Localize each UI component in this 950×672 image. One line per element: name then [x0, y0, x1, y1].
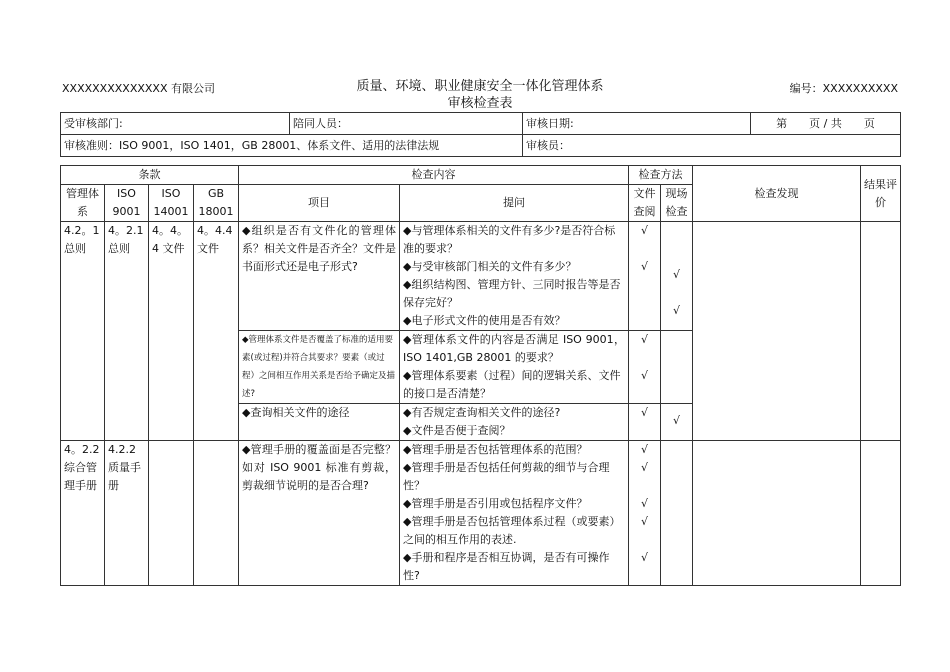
gb18001-header: GB 18001: [194, 185, 239, 222]
company-name: XXXXXXXXXXXXXX 有限公司: [62, 82, 215, 95]
check-method-header: 检查方法: [629, 166, 693, 185]
check-content-header: 检查内容: [239, 166, 629, 185]
site-check-cell[interactable]: [661, 222, 693, 331]
audited-dept-field[interactable]: 受审核部门:: [61, 113, 290, 135]
question-text: ◆与管理体系相关的文件有多少?是否符合标准的要求？: [403, 224, 616, 255]
doc-review-cell[interactable]: [629, 222, 661, 331]
check-mark: √: [672, 268, 680, 281]
check-mark: √: [640, 224, 648, 237]
item-cell: ◆管理体系文件是否覆盖了标准的适用要素(或过程)并符合其要求？要素（或过程）之间相互作用关系是否给予确定及描述?: [239, 331, 400, 404]
clause-9001-cell: 4.2.2 质量手册: [105, 441, 149, 586]
audit-criteria-field[interactable]: 审核准则：ISO 9001，ISO 1401，GB 28001、体系文件、适用的法律法规: [61, 135, 523, 157]
question-text: ◆管理手册是否包括管理体系的范围？: [403, 443, 588, 456]
question-text: ◆管理体系要素（过程）间的逻辑关系、文件的接口是否清楚？: [403, 369, 621, 400]
question-cell: [400, 331, 629, 404]
item-cell: ◆查询相关文件的途径: [239, 404, 400, 441]
auditor-field[interactable]: 审核员：: [523, 135, 901, 157]
check-mark: √: [640, 333, 648, 346]
item-header: 项目: [239, 185, 400, 222]
question-text: ◆管理手册是否包括管理体系过程（或要素）之间的相互作用的表述.: [403, 515, 621, 546]
title-line-2: 审核检查表: [447, 96, 513, 111]
doc-review-cell[interactable]: [629, 331, 661, 404]
audit-info-table: [60, 112, 901, 157]
result-cell[interactable]: [861, 222, 901, 441]
doc-review-cell[interactable]: [629, 441, 661, 586]
clause-18001-cell: [194, 441, 239, 586]
doc-review-header: 文件查阅: [629, 185, 661, 222]
check-mark: √: [640, 406, 648, 419]
check-mark: √: [672, 414, 680, 427]
check-mark: √: [640, 369, 648, 382]
question-header: 提问: [400, 185, 629, 222]
audit-date-field[interactable]: 审核日期:: [523, 113, 751, 135]
site-check-cell[interactable]: [661, 331, 693, 404]
clause-ms-cell: 4。2.2 综合管理手册: [61, 441, 105, 586]
question-text: ◆组织结构图、管理方针、三同时报告等是否保存完好？: [403, 278, 621, 309]
findings-header: 检查发现: [693, 166, 861, 222]
question-text: ◆电子形式文件的使用是否有效？: [403, 314, 566, 327]
result-header: 结果评价: [861, 166, 901, 222]
question-text: ◆手册和程序是否相互协调，是否有可操作性?: [403, 551, 610, 582]
clause-9001-cell: 4。2.1 总则: [105, 222, 149, 441]
question-cell: [400, 404, 629, 441]
result-cell[interactable]: [861, 441, 901, 586]
title-line-1: 质量、环境、职业健康安全一体化管理体系: [356, 79, 604, 94]
check-mark: √: [640, 497, 648, 510]
check-mark: √: [640, 260, 648, 273]
table-row: [61, 441, 901, 586]
iso14001-header: ISO 14001: [149, 185, 194, 222]
question-text: ◆管理手册是否引用或包括程序文件？: [403, 497, 588, 510]
question-text: ◆管理手册是否包括任何剪裁的细节与合理性？: [403, 461, 610, 492]
findings-cell[interactable]: [693, 441, 861, 586]
question-cell: [400, 222, 629, 331]
check-mark: √: [640, 461, 648, 474]
item-cell: ◆组织是否有文件化的管理体系？相关文件是否齐全？文件是书面形式还是电子形式?: [239, 222, 400, 331]
check-mark: √: [640, 443, 648, 456]
accompany-field[interactable]: 陪同人员：: [290, 113, 523, 135]
question-text: ◆文件是否便于查阅？: [403, 424, 511, 437]
document-title: [300, 78, 660, 112]
table-row: [61, 222, 901, 331]
checklist-table: [60, 165, 901, 586]
site-check-cell[interactable]: [661, 404, 693, 441]
clause-header: 条款: [61, 166, 239, 185]
clause-ms-cell: 4.2。1 总则: [61, 222, 105, 441]
clause-18001-cell: 4。4.4 文件: [194, 222, 239, 441]
mgmt-system-header: 管理体系: [61, 185, 105, 222]
findings-cell[interactable]: [693, 222, 861, 441]
check-mark: √: [640, 515, 648, 528]
item-cell: ◆管理手册的覆盖面是否完整？如对 ISO 9001 标准有剪裁，剪裁细节说明的是否合理?: [239, 441, 400, 586]
check-mark: √: [640, 551, 648, 564]
page-count-field[interactable]: 第 页 / 共 页: [751, 113, 901, 135]
document-number: 编号：XXXXXXXXXX: [789, 82, 898, 95]
iso9001-header: ISO 9001: [105, 185, 149, 222]
clause-14001-cell: [149, 441, 194, 586]
doc-review-cell[interactable]: [629, 404, 661, 441]
site-check-cell[interactable]: [661, 441, 693, 586]
clause-14001-cell: 4。4。4 文件: [149, 222, 194, 441]
check-mark: √: [672, 304, 680, 317]
question-cell: [400, 441, 629, 586]
question-text: ◆与受审核部门相关的文件有多少？: [403, 260, 577, 273]
question-text: ◆有否规定查询相关文件的途径?: [403, 406, 561, 419]
question-text: ◆管理体系文件的内容是否满足 ISO 9001，ISO 1401,GB 28001 的要求？: [403, 333, 625, 364]
site-check-header: 现场检查: [661, 185, 693, 222]
